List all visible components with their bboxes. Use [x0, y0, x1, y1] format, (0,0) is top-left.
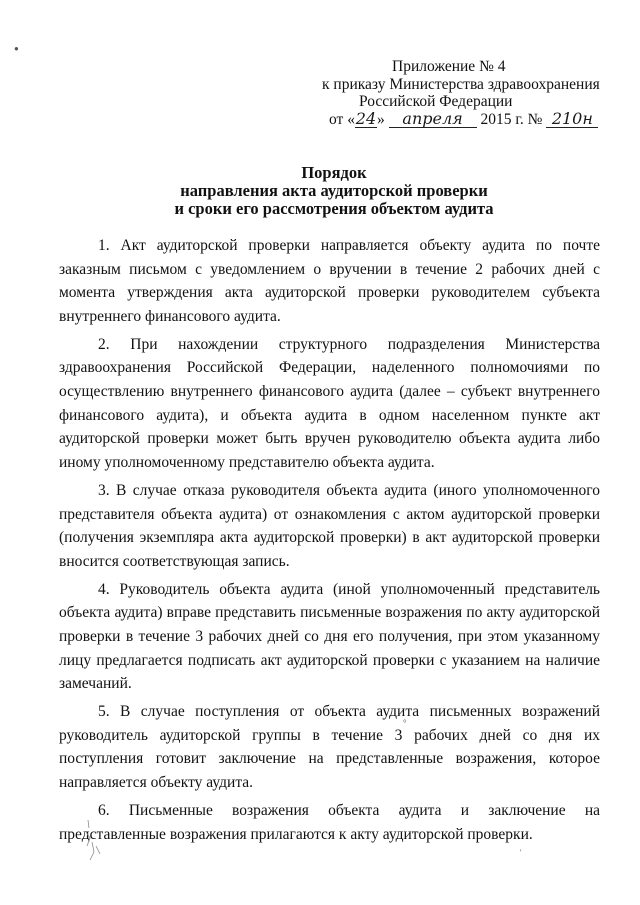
handwritten-day: 24	[355, 108, 377, 128]
title-line-3: и сроки его рассмотрения объектом аудита	[174, 199, 494, 218]
scan-speck-icon: °	[403, 718, 407, 728]
appendix-number: Приложение № 4	[392, 58, 506, 75]
paragraph-5: 5. В случае поступления от объекта аудита письменных возражений руководитель аудиторской группы в течение 3 рабочих дней со дня их поступления готовит заключение на представленные возражения, которое направляется объекту аудита.	[59, 703, 600, 792]
document-title	[140, 164, 528, 218]
title-line-1: Порядок	[301, 163, 367, 182]
paragraph-1: 1. Акт аудиторской проверки направляется объекту аудита по почте заказным письмом с уведомлением о вручении в течение 2 рабочих дней с момента утверждения акта аудиторской проверки руководителем субъекта внутреннего финансового аудита.	[59, 237, 600, 325]
appendix-federation: Российской Федерации	[359, 93, 513, 110]
handwritten-month: апреля	[389, 111, 477, 128]
scan-speck-icon: ●	[14, 44, 19, 53]
paragraph-4: 4. Руководитель объекта аудита (иной уполномоченный представитель объекта аудита) вправе представить письменные возражения по акту аудиторской проверки в течение 3 рабочих дней со дня его получения, при этом указанному лицу предлагается подписать акт аудиторской проверки с указанием на наличие замечаний.	[59, 580, 600, 693]
date-prefix: от «	[329, 110, 355, 128]
date-separator: »	[376, 110, 385, 128]
paragraph-6: 6. Письменные возражения объекта аудита и заключение на представленные возражения прилагаются к акту аудиторской проверки.	[59, 802, 600, 843]
appendix-header	[300, 58, 620, 128]
paragraph-2: 2. При нахождении структурного подразделения Министерства здравоохранения Российской Федерации, наделенного полномочиями по осуществлению внутреннего финансового аудита (далее – субъект внутреннего финансового аудита), и объекта аудита в одном населенном пункте акт аудиторской проверки может быть вручен руководителю объекта аудита либо иному уполномоченному представителю объекта аудита.	[59, 335, 600, 471]
signature-scribble-icon	[80, 816, 106, 866]
title-line-2: направления акта аудиторской проверки	[180, 181, 488, 200]
paragraph-3: 3. В случае отказа руководителя объекта аудита (иного уполномоченного представителя объекта аудита) от ознакомления с актом аудиторской проверки (получения экземпляра акта аудиторской проверки) в акт аудиторской проверки вносится соответствующая запись.	[59, 481, 600, 570]
document-body	[59, 234, 600, 851]
appendix-date-line	[300, 108, 620, 129]
handwritten-order-number: 210н	[546, 111, 598, 128]
appendix-order-ref: к приказу Министерства здравоохранения	[322, 75, 600, 93]
date-year: 2015 г. №	[480, 110, 543, 128]
scan-speck-icon: '	[520, 848, 522, 857]
